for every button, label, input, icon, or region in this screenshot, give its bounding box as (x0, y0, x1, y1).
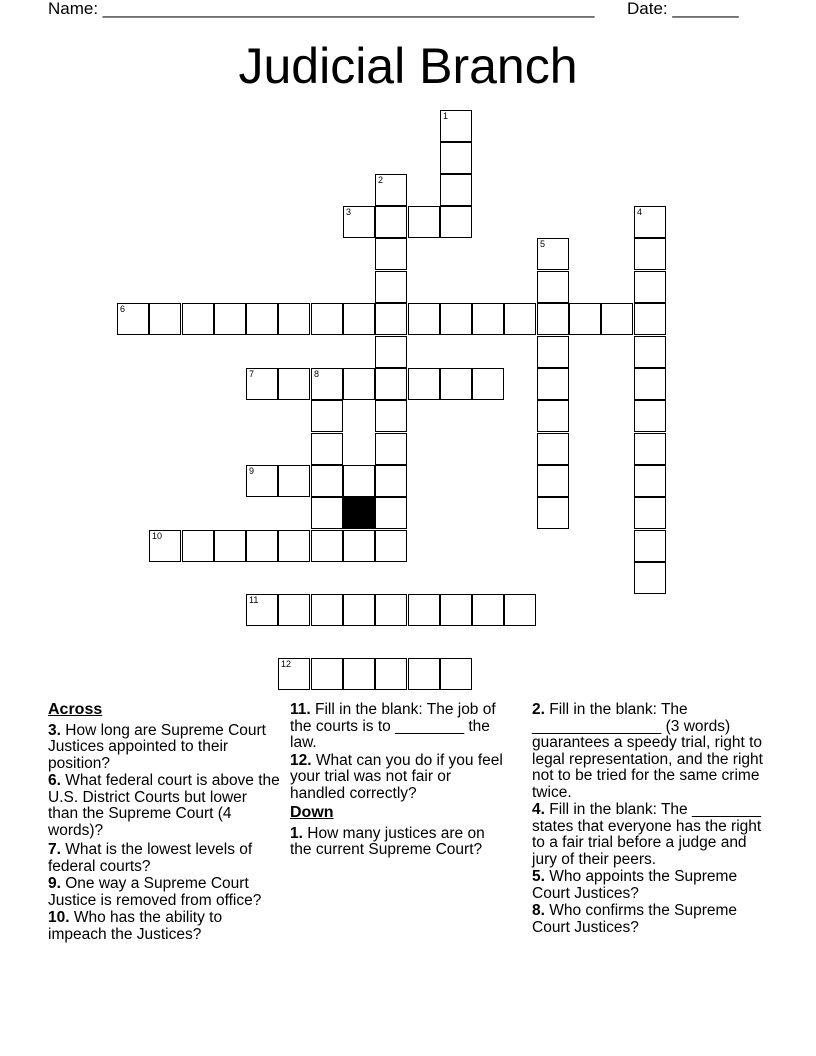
clue-number: 11 (249, 595, 259, 605)
crossword-cell[interactable] (472, 594, 504, 626)
crossword-cell[interactable] (634, 303, 666, 335)
crossword-cell[interactable] (537, 303, 569, 335)
crossword-cell[interactable] (537, 497, 569, 529)
crossword-cell[interactable] (537, 400, 569, 432)
clue-down-2: 2. Fill in the blank: The _______________ (3 words) guarantees a speedy trial, right to legal representation, and the right not to be tried for the same crime twice. (532, 701, 763, 801)
crossword-cell[interactable] (311, 303, 343, 335)
crossword-cell[interactable] (278, 594, 310, 626)
crossword-cell[interactable] (343, 465, 375, 497)
crossword-cell[interactable] (375, 174, 407, 206)
crossword-cell[interactable] (440, 658, 472, 690)
clue-number: 10 (152, 531, 163, 541)
crossword-cell[interactable] (375, 206, 407, 238)
crossword-cell[interactable] (440, 142, 472, 174)
crossword-cell[interactable] (472, 303, 504, 335)
crossword-cell[interactable] (601, 303, 633, 335)
clue-down-1: 1. How many justices are on the current Supreme Court? (290, 824, 485, 858)
clue-across-12: 12. What can you do if you feel your trial was not fair or handled correctly? (290, 751, 503, 802)
crossword-cell[interactable] (440, 368, 472, 400)
across-clues-column-1 (48, 702, 280, 944)
crossword-cell[interactable] (343, 206, 375, 238)
crossword-cell[interactable] (375, 465, 407, 497)
crossword-cell[interactable] (440, 303, 472, 335)
crossword-cell[interactable] (278, 658, 310, 690)
crossword-cell[interactable] (537, 368, 569, 400)
down-clues-column-3 (532, 702, 768, 937)
clue-across-9: 9. One way a Supreme Court Justice is removed from office? (48, 875, 262, 909)
clue-number: 8 (314, 369, 320, 379)
crossword-cell[interactable] (311, 400, 343, 432)
crossword-cell[interactable] (375, 368, 407, 400)
crossword-cell[interactable] (375, 530, 407, 562)
crossword-cell[interactable] (375, 594, 407, 626)
crossword-cell[interactable] (278, 303, 310, 335)
clue-number: 5 (540, 239, 546, 249)
crossword-cell[interactable] (375, 400, 407, 432)
clue-number: 4 (637, 207, 643, 217)
clue-down-5: 5. Who appoints the Supreme Court Justices? (532, 868, 738, 902)
crossword-cell[interactable] (408, 206, 440, 238)
clue-down-4: 4. Fill in the blank: The ________ states that everyone has the right to a fair trial before a judge and jury of their peers. (532, 801, 762, 868)
crossword-cell[interactable] (311, 368, 343, 400)
clue-number: 1 (443, 111, 449, 121)
shaded-cell (343, 497, 375, 529)
crossword-cell[interactable] (408, 368, 440, 400)
crossword-cell[interactable] (182, 530, 214, 562)
crossword-cell[interactable] (634, 497, 666, 529)
crossword-cell[interactable] (375, 336, 407, 368)
crossword-cell[interactable] (634, 238, 666, 270)
crossword-cell[interactable] (343, 303, 375, 335)
crossword-cell[interactable] (634, 465, 666, 497)
crossword-cell[interactable] (149, 530, 181, 562)
clue-number: 3 (346, 207, 352, 217)
clue-across-3: 3. How long are Supreme Court Justices appointed to their position? (48, 721, 266, 772)
crossword-cell[interactable] (537, 433, 569, 465)
date-field: Date: _______ (627, 0, 739, 18)
clue-across-10: 10. Who has the ability to impeach the Justices? (48, 909, 223, 943)
crossword-cell[interactable] (311, 594, 343, 626)
crossword-cell[interactable] (343, 658, 375, 690)
clues-column-2 (290, 702, 508, 860)
crossword-cell[interactable] (440, 110, 472, 142)
crossword-cell[interactable] (149, 303, 181, 335)
crossword-cell[interactable] (311, 530, 343, 562)
crossword-cell[interactable] (537, 238, 569, 270)
crossword-cell[interactable] (569, 303, 601, 335)
crossword-cell[interactable] (537, 336, 569, 368)
crossword-cell[interactable] (246, 465, 278, 497)
crossword-cell[interactable] (375, 303, 407, 335)
crossword-cell[interactable] (504, 303, 536, 335)
clue-number: 2 (378, 175, 384, 185)
crossword-cell[interactable] (440, 594, 472, 626)
clue-number: 9 (249, 466, 255, 476)
crossword-cell[interactable] (634, 368, 666, 400)
crossword-cell[interactable] (634, 433, 666, 465)
crossword-cell[interactable] (278, 530, 310, 562)
crossword-cell[interactable] (634, 336, 666, 368)
crossword-cell[interactable] (472, 368, 504, 400)
name-field: Name: ____________________________________________________ (48, 0, 595, 18)
crossword-cell[interactable] (375, 271, 407, 303)
crossword-cell[interactable] (343, 530, 375, 562)
crossword-cell[interactable] (311, 497, 343, 529)
clue-number: 6 (120, 304, 126, 314)
crossword-cell[interactable] (343, 594, 375, 626)
crossword-cell[interactable] (214, 530, 246, 562)
clue-across-7: 7. What is the lowest levels of federal courts? (48, 841, 253, 875)
crossword-cell[interactable] (246, 530, 278, 562)
crossword-cell[interactable] (278, 368, 310, 400)
crossword-cell[interactable] (182, 303, 214, 335)
crossword-cell[interactable] (408, 594, 440, 626)
crossword-cell[interactable] (537, 271, 569, 303)
clue-across-11: 11. Fill in the blank: The job of the courts is to ________ the law. (290, 701, 496, 751)
crossword-cell[interactable] (408, 303, 440, 335)
crossword-cell[interactable] (214, 303, 246, 335)
crossword-cell[interactable] (537, 465, 569, 497)
crossword-cell[interactable] (246, 368, 278, 400)
crossword-cell[interactable] (375, 497, 407, 529)
crossword-cell[interactable] (311, 433, 343, 465)
clue-across-6: 6. What federal court is above the U.S. District Courts but lower than the Supreme Court (4 words)? (48, 772, 280, 839)
crossword-cell[interactable] (343, 368, 375, 400)
crossword-cell[interactable] (504, 594, 536, 626)
across-heading: Across (48, 701, 103, 718)
crossword-cell[interactable] (117, 303, 149, 335)
crossword-cell[interactable] (246, 303, 278, 335)
crossword-cell[interactable] (311, 465, 343, 497)
crossword-cell[interactable] (375, 238, 407, 270)
crossword-cell[interactable] (634, 400, 666, 432)
crossword-cell[interactable] (246, 594, 278, 626)
clue-down-8: 8. Who confirms the Supreme Court Justices? (532, 902, 738, 936)
crossword-cell[interactable] (278, 465, 310, 497)
crossword-cell[interactable] (311, 658, 343, 690)
crossword-cell[interactable] (408, 658, 440, 690)
page-title: Judicial Branch (238, 38, 578, 94)
crossword-cell[interactable] (440, 206, 472, 238)
crossword-cell[interactable] (634, 562, 666, 594)
crossword-cell[interactable] (634, 530, 666, 562)
clue-number: 12 (281, 659, 292, 669)
crossword-cell[interactable] (634, 206, 666, 238)
crossword-cell[interactable] (440, 174, 472, 206)
clue-number: 7 (249, 369, 255, 379)
crossword-cell[interactable] (634, 271, 666, 303)
crossword-cell[interactable] (375, 433, 407, 465)
down-heading: Down (290, 804, 334, 821)
crossword-cell[interactable] (375, 658, 407, 690)
